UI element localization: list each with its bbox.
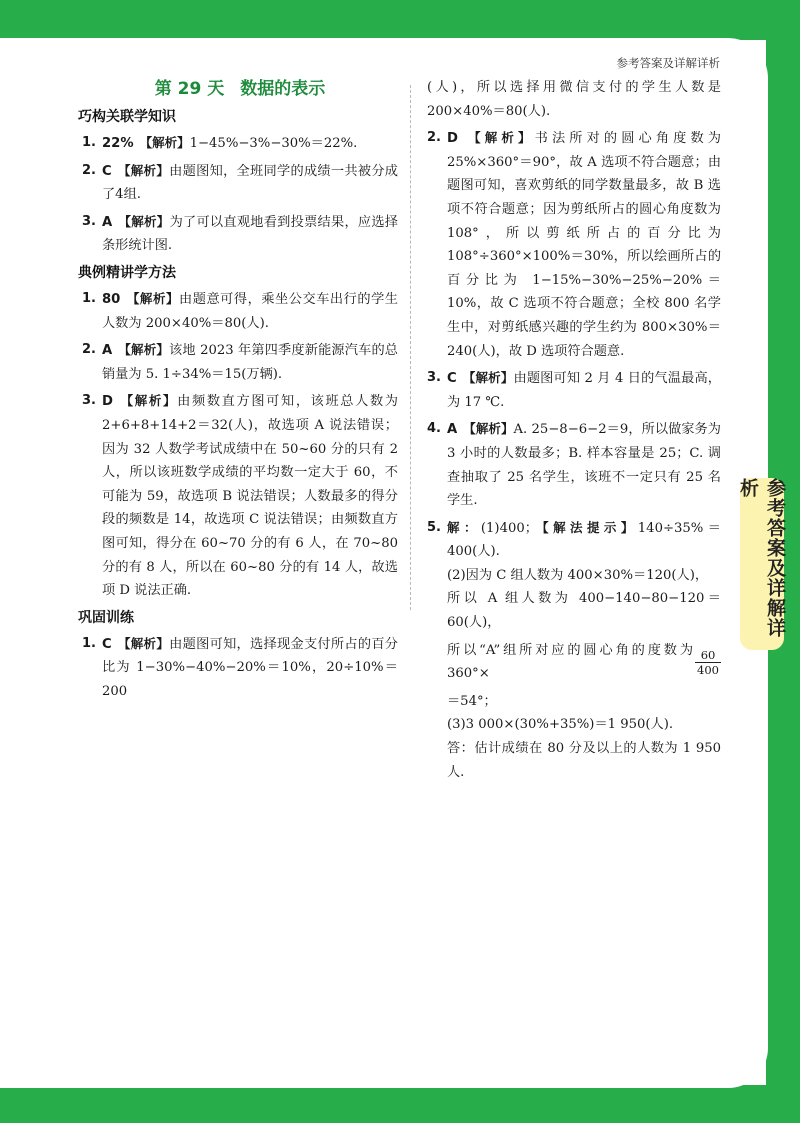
answer-item (82, 159, 398, 207)
analysis-tag: 【解析】 (118, 213, 170, 229)
item-answer: A (102, 343, 113, 359)
section-title-practice: 巩固训练 (78, 609, 134, 626)
q5-line-7: 答：估计成绩在 80 分及以上的人数为 1 950 人. (447, 741, 721, 780)
side-tab-label: 参考答案及详解详析 (737, 478, 786, 638)
item-text: 为了可以直观地看到投票结果，应选择条形统计图. (102, 214, 398, 254)
q5-line-5: ＝54°； (447, 693, 497, 709)
q5-line-1 (447, 516, 721, 564)
item-text: 由题图知，全班同学的成绩一共被分成了4组. (102, 163, 398, 203)
green-frame-bottom (0, 1085, 800, 1123)
analysis-tag: 【解析】 (126, 290, 180, 306)
section-title-examples: 典例精讲学方法 (78, 264, 176, 281)
item-number: 3. (82, 213, 96, 229)
analysis-tag: 【解析】 (118, 393, 178, 409)
analysis-tag: 【解析】 (117, 162, 170, 178)
fraction-denominator: 400 (697, 662, 719, 677)
item-number: 1. (82, 290, 96, 306)
column-divider (410, 85, 411, 610)
item-text: 由题图可知 2 月 4 日的气温最高，为 17 ℃. (447, 371, 721, 410)
day-topic: 数据的表示 (240, 79, 326, 99)
answer-item (82, 287, 398, 335)
q5-line-2: (2)因为 C 组人数为 400×30%＝120(人)， (447, 567, 709, 583)
answer-item (427, 417, 721, 512)
answer-item (82, 131, 398, 156)
solve-label: 解： (447, 519, 481, 535)
analysis-tag: 【解析】 (118, 342, 170, 358)
item-answer: C (102, 163, 112, 179)
item-number: 4. (427, 421, 441, 437)
fraction (695, 648, 721, 677)
item-number: 2. (427, 130, 441, 146)
answer-item (82, 389, 398, 602)
day-heading (82, 76, 398, 102)
item-answer: D (102, 394, 113, 410)
answer-item (82, 338, 398, 386)
analysis-tag: 【解析】 (139, 135, 190, 150)
answer-item-q5 (427, 516, 721, 785)
fraction-numerator: 60 (700, 647, 716, 662)
q5-line-6: (3)3 000×(30%+35%)＝1 950(人). (447, 717, 674, 733)
left-column (78, 76, 398, 706)
analysis-tag: 【解析】 (462, 370, 514, 386)
hint-tag: 【解法提示】 (537, 519, 638, 535)
item-number: 3. (82, 393, 96, 409)
right-column (427, 76, 721, 787)
q5-line-3: 所以 A 组人数为 400−140−80−120＝60(人)， (447, 591, 721, 631)
side-tab (737, 478, 786, 650)
item-answer: A (447, 422, 458, 438)
item-text: 书法所对的圆心角度数为 25%×360°＝90°，故 A 选项不符合题意；由题图可知，喜欢剪纸的同学数量最多，故 B 选项不符合题意；因为剪纸所占的圆心角度数为 108°，所以剪纸所占的百分比为 108°÷360°×100%＝30%，所以绘画所占的百分比为 1−15%−30%−25%−20%＝10%，故 C 选项不符合题意；全校 800 名学生中，对剪纸感兴趣的学生约为 800×30%＝240(人)，故 D 选项符合题意. (447, 131, 721, 359)
item-text: 由题意可得，乘坐公交车出行的学生人数为 200×40%＝80(人). (102, 291, 398, 331)
continuation-text: (人)，所以选择用微信支付的学生人数是 200×40%＝80(人). (427, 80, 721, 119)
item-text: 由频数直方图可知，该班总人数为 2+6+8+14+2＝32(人)，故选项 A 说法错误；因为 32 人数学考试成绩中在 50~60 分的只有 2 人，所以该班数学成绩的平均数一定大于 60，不可能为 59，故选项 B 说法错误；人数最多的得分段的频数是 14，故选项 C 说法错误；由频数直方图可知，得分在 60~70 分的有 6 人，在 70~80 分的有 8 人，所以在 60~80 分的有 14 人，故选项 D 说法正确. (102, 394, 398, 599)
q5-part1: (1)400； (480, 520, 538, 536)
item-number: 5. (427, 519, 441, 535)
answer-item (427, 366, 721, 414)
analysis-tag: 【解析】 (463, 130, 535, 146)
running-header: 参考答案及详解详析 (616, 56, 720, 70)
analysis-tag: 【解析】 (463, 421, 514, 437)
section-title-knowledge: 巧构关联学知识 (78, 109, 176, 125)
answer-item (82, 210, 398, 258)
day-number: 第 29 天 (154, 79, 225, 99)
item-number: 2. (82, 342, 96, 358)
item-answer: C (447, 371, 457, 387)
hint-text: 140÷35%＝400(人). (447, 520, 721, 560)
answer-item (82, 632, 398, 704)
answer-item (427, 126, 721, 363)
item-answer: A (102, 214, 113, 230)
item-text: 由题图可知，选择现金支付所占的百分比为 1−30%−40%−20%＝10%，20÷10%＝200 (102, 636, 398, 699)
item-answer: 22% (102, 136, 134, 151)
item-number: 2. (82, 162, 96, 178)
item-text: 1−45%−3%−30%＝22%. (189, 136, 358, 151)
item-answer: D (447, 131, 458, 147)
q5-line-4-text: 所以“A”组所对应的圆心角的度数为 360°× (447, 642, 694, 682)
item-text: 该地 2023 年第四季度新能源汽车的总销量为 5. 1÷34%＝15(万辆). (102, 343, 398, 382)
analysis-tag: 【解析】 (117, 635, 170, 651)
item-text: A. 25−8−6−2＝9，所以做家务为 3 小时的人数最多；B. 样本容量是 25；C. 调查抽取了 25 名学生，该班不一定只有 25 名学生. (447, 422, 721, 509)
item-number: 1. (82, 135, 96, 150)
item-number: 1. (82, 635, 96, 651)
item-number: 3. (427, 370, 441, 386)
item-answer: C (102, 636, 112, 652)
q5-line-4 (447, 639, 721, 686)
item-answer: 80 (102, 291, 121, 307)
green-frame-top (0, 0, 800, 40)
